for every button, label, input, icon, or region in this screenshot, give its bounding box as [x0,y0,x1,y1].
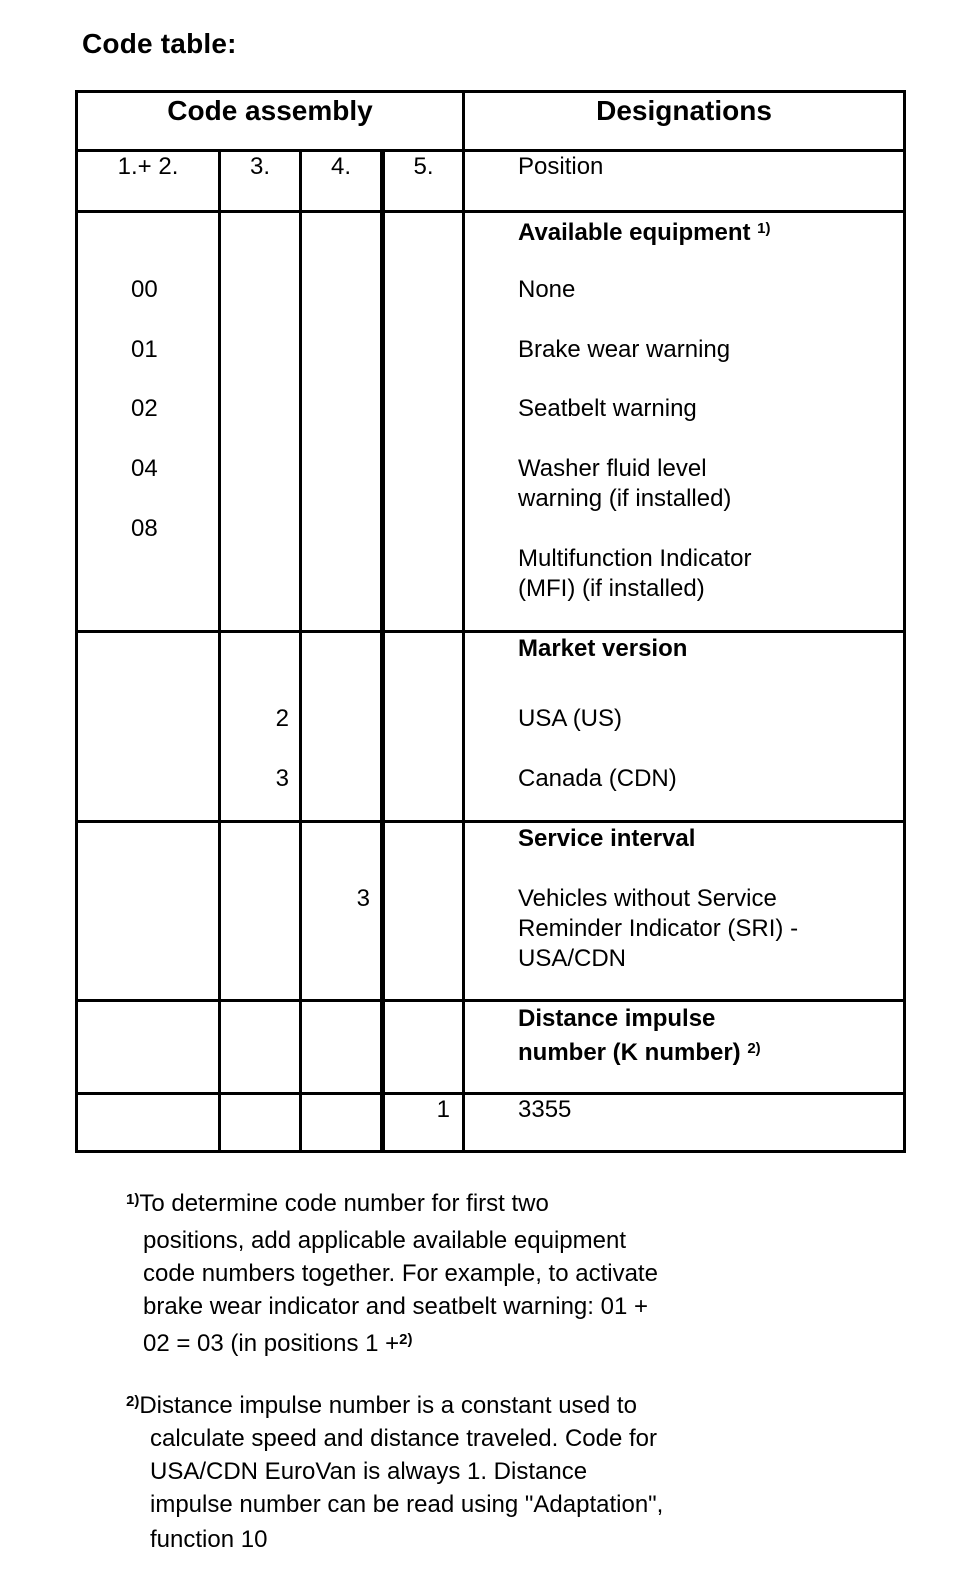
service-label: Reminder Indicator (SRI) - [518,915,799,942]
row-divider [78,999,903,1002]
distance-impulse-heading: Distance impulse [518,1005,716,1032]
equipment-label: (MFI) (if installed) [518,575,705,602]
service-label: USA/CDN [518,945,627,972]
footnote-marker: 1) [126,1191,140,1208]
position-col-3: 3. [249,153,270,180]
equipment-label: Washer fluid level [518,455,707,482]
equipment-label: Brake wear warning [518,336,731,363]
header-code-assembly: Code assembly [167,95,373,126]
service-code: 3 [356,885,370,912]
distance-impulse-heading: number (K number) $^{2)}$ [518,1039,761,1066]
position-col-5: 5. [413,153,434,180]
distance-value: 3355 [518,1096,572,1123]
distance-code: 1 [436,1096,450,1123]
row-divider [78,820,903,823]
position-col-4: 4. [330,153,351,180]
footnote-line: brake wear indicator and seatbelt warning: 01 + [143,1293,648,1320]
footnote-ref: 1) [757,220,771,237]
available-equipment-heading: Available equipment $^{1)}$ [518,219,771,246]
footnote-marker: 2) [126,1393,140,1410]
footnote-line: 02 = 03 (in positions 1 +$^{2)}$ [143,1330,413,1357]
market-code: 2 [275,705,289,732]
row-divider [78,1092,903,1095]
footnote-line: function 10 [150,1526,268,1553]
footnote-line: $^{2)}$Distance impulse number is a constant used to [126,1392,637,1419]
footnote-line: code numbers together. For example, to activate [143,1260,658,1287]
col-divider [380,149,385,1150]
service-interval-heading: Service interval [518,825,696,852]
market-version-heading: Market version [518,635,688,662]
footnote-ref: 2) [399,1331,413,1348]
footnote-line: positions, add applicable available equipment [143,1227,626,1254]
equipment-code: 08 [131,515,158,542]
col-divider [299,149,302,1150]
code-table [75,90,906,1153]
market-label: USA (US) [518,705,623,732]
market-code: 3 [275,765,289,792]
equipment-label: Seatbelt warning [518,395,697,422]
footnote-ref: 2) [747,1040,761,1057]
header-designations: Designations [596,95,772,126]
col-divider [462,93,465,1150]
equipment-code: 00 [131,276,158,303]
market-label: Canada (CDN) [518,765,677,792]
footnote-line: $^{1)}$To determine code number for first two [126,1190,549,1217]
row-divider [78,210,903,213]
equipment-label: warning (if installed) [518,485,732,512]
service-label: Vehicles without Service [518,885,777,912]
position-label: Position [518,153,604,180]
equipment-label: Multifunction Indicator [518,545,752,572]
footnote-line: USA/CDN EuroVan is always 1. Distance [150,1458,588,1485]
page-title: Code table: [82,28,237,59]
equipment-label: None [518,276,576,303]
footnote-line: calculate speed and distance traveled. Code for [150,1425,657,1452]
position-col-1-2: 1.+ 2. [117,153,179,180]
footnote-line: impulse number can be read using "Adaptation", [150,1491,664,1518]
col-divider [218,149,221,1150]
equipment-code: 04 [131,455,158,482]
equipment-code: 01 [131,336,158,363]
equipment-code: 02 [131,395,158,422]
row-divider [78,630,903,633]
